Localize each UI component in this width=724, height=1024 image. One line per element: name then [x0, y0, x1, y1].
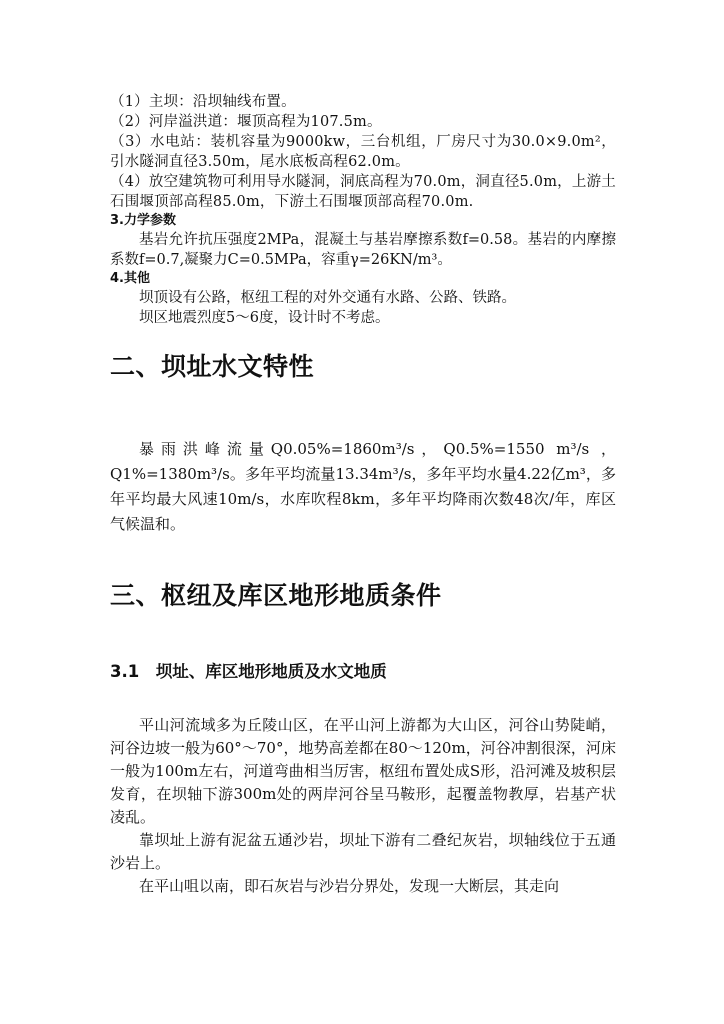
other-line-2: 坝区地震烈度5～6度，设计时不考虑。 [139, 310, 390, 326]
document-page [110, 92, 616, 898]
mechanics-title: 3.力学参数 [110, 213, 176, 228]
section-3-1-paragraph-2: 靠坝址上游有泥盆五通沙岩，坝址下游有二叠纪灰岩，坝轴线位于五通沙岩上。 [110, 831, 616, 872]
section-3-1-heading: 3.1 坝址、库区地形地质及水文地质 [110, 662, 387, 681]
section-3-1-paragraph-1: 平山河流域多为丘陵山区，在平山河上游都为大山区，河谷山势陡峭，河谷边坡一般为60°～70°，地势高差都在80～120m，河谷冲割很深，河床一般为100m左右，河道弯曲相当厉害，枢纽布置处成S形，沿河滩及坡积层发育，在坝轴下游300m处的两岸河谷呈马鞍形，起覆盖物教厚，岩基产状凌乱。 [110, 716, 616, 826]
item-main-dam: （1）主坝：沿坝轴线布置。 [110, 94, 296, 110]
item-drain-structure: （4）放空建筑物可利用导水隧洞，洞底高程为70.0m，洞直径5.0m，上游土石围堰顶部高程85.0m，下游土石围堰顶部高程70.0m. [110, 174, 616, 210]
section-3-heading: 三、枢纽及库区地形地质条件 [110, 581, 442, 610]
section-3-1-paragraph-3: 在平山咀以南，即石灰岩与沙岩分界处，发现一大断层，其走向 [139, 877, 560, 895]
other-title: 4.其他 [110, 271, 150, 286]
item-power-station: （3）水电站：装机容量为9000kw，三台机组，厂房尺寸为30.0×9.0m²，引水隧洞直径3.50m，尾水底板高程62.0m。 [110, 134, 616, 170]
item-spillway: （2）河岸溢洪道：堰顶高程为107.5m。 [110, 114, 382, 130]
section-2-paragraph: 暴雨洪峰流量Q0.05%=1860m³/s，Q0.5%=1550 m³/s ，Q1%=1380m³/s。多年平均流量13.34m³/s，多年平均水量4.22亿m³，多年平均最大风速10m/s，水库吹程8km，多年平均降雨次数48次/年，库区气候温和。 [110, 440, 616, 533]
other-line-1: 坝顶设有公路，枢纽工程的对外交通有水路、公路、铁路。 [139, 290, 516, 306]
mechanics-text: 基岩允许抗压强度2MPa，混凝土与基岩摩擦系数f=0.58。基岩的内摩擦系数f=0.7,凝聚力C=0.5MPa，容重γ=26KN/m³。 [110, 232, 616, 268]
section-2-heading: 二、坝址水文特性 [110, 352, 315, 381]
